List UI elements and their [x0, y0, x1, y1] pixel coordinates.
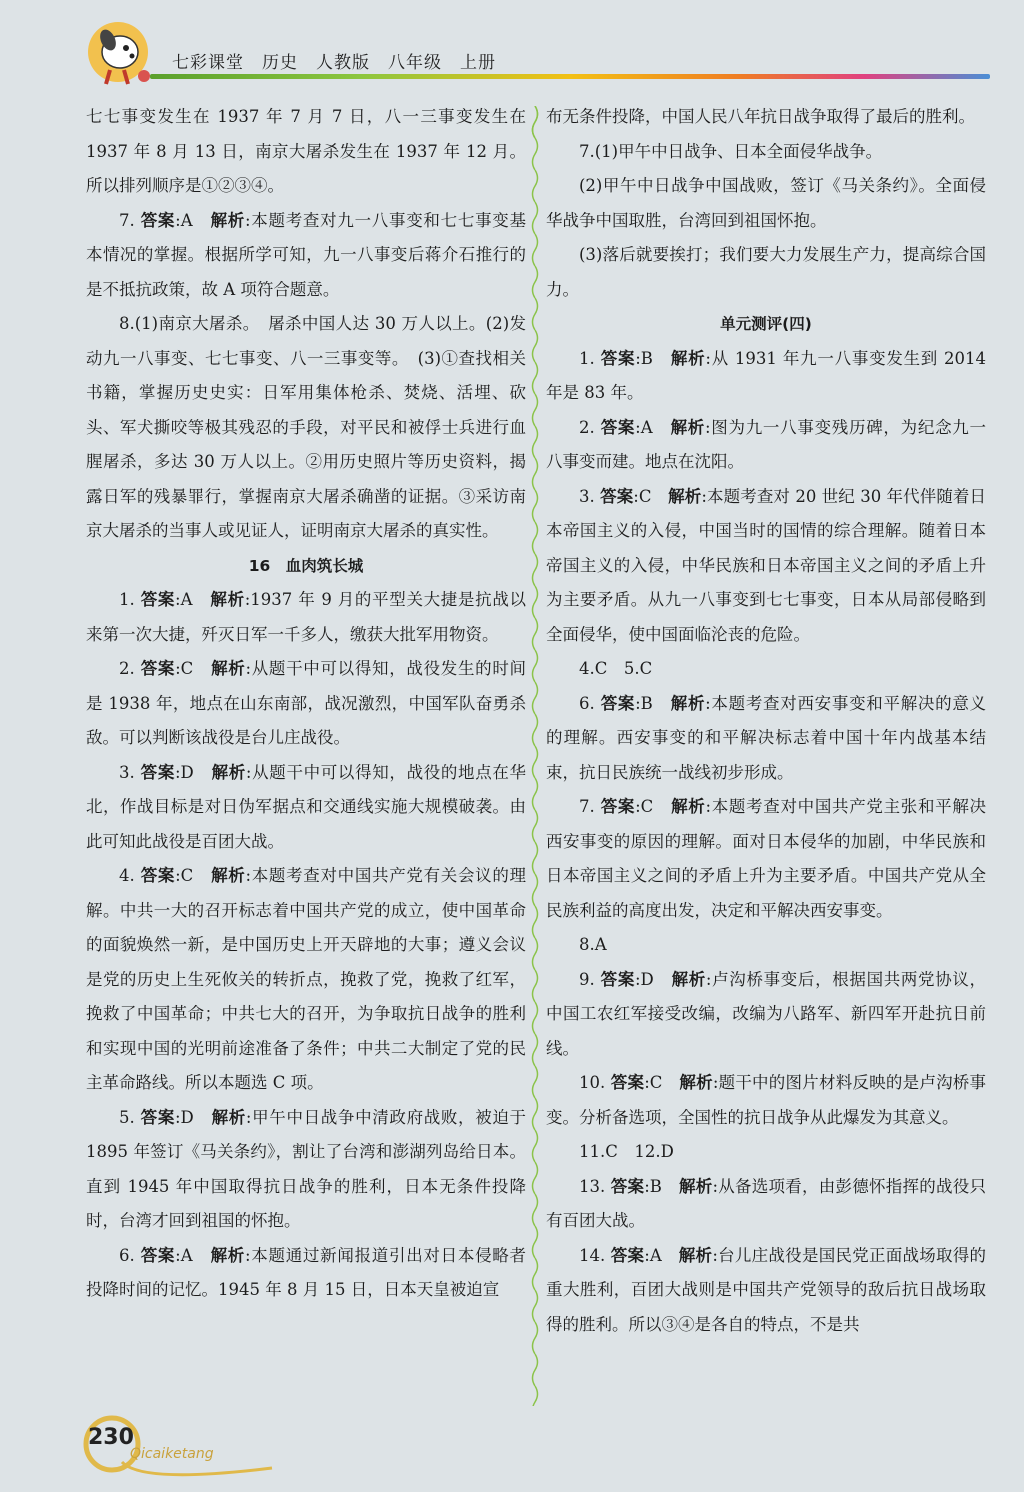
answer-item	[546, 1066, 986, 1135]
footer-brand: Qicaiketang	[130, 1446, 214, 1462]
answer-item	[546, 480, 986, 653]
analysis-keyword: 解析	[210, 210, 245, 230]
answer-keyword: 答案	[610, 1073, 645, 1092]
mascot-logo-icon	[80, 18, 158, 90]
analysis-keyword: 解析	[211, 659, 246, 678]
answer-number: 5.	[119, 1107, 135, 1127]
answer-number: 14.	[579, 1245, 606, 1265]
answer-item	[86, 1101, 526, 1239]
paragraph: (3)落后就要挨打；我们要大力发展生产力，提高综合国力。	[546, 245, 986, 299]
answer-item	[86, 583, 526, 652]
answer-number: 1.	[119, 590, 135, 609]
answer-choice: :D	[174, 762, 212, 782]
answer-number: 2.	[119, 659, 135, 678]
header-title: 七彩课堂 历史 人教版 八年级 上册	[172, 53, 496, 73]
left-column	[86, 100, 526, 1308]
answer-keyword: 答案	[140, 866, 176, 885]
paragraph: 8.(1)南京大屠杀。 屠杀中国人达 30 万人以上。(2)发动九一八事变、七七事变、八一三事变等。 (3)①查找相关书籍，掌握历史史实：日军用集体枪杀、焚烧、活埋、砍头、军犬撕咬等极其残忍的手段，对平民和被俘士兵进行血腥屠杀，多达 30 万人以上。②用历史照片等历史资料，揭露日军的残暴罪行，掌握南京大屠杀确凿的证据。③采访南京大屠杀的当事人或见证人，证明南京大屠杀的真实性。	[86, 314, 526, 540]
answer-number: 10.	[579, 1073, 606, 1092]
analysis-keyword: 解析	[670, 348, 706, 368]
column-divider	[530, 106, 540, 1406]
analysis-text: :台儿庄战役是国民党正面战场取得的重大胜利，百团大战则是中国共产党领导的敌后抗日战场取得的胜利。所以③④是各自的特点，不是共	[546, 1245, 987, 1334]
answer-keyword: 答案	[140, 762, 175, 782]
analysis-text: :从备选项看，由彭德怀指挥的战役只有百团大战。	[546, 1176, 986, 1230]
answer-item	[546, 963, 986, 1067]
answer-keyword: 答案	[600, 693, 636, 713]
answer-keyword: 答案	[610, 1245, 645, 1265]
answer-keyword: 答案	[600, 797, 636, 816]
answer-keyword: 答案	[140, 210, 176, 230]
analysis-keyword: 解析	[670, 417, 705, 437]
answer-keyword: 答案	[140, 1107, 175, 1127]
analysis-text: :从题干中可以得知，战役发生的时间是 1938 年，地点在山东南部，战况激烈，中国军队奋勇杀敌。可以判断该战役是台儿庄战役。	[86, 659, 527, 747]
analysis-text: :本题考查对西安事变和平解决的意义的理解。西安事变的和平解决标志着中国十年内战基本结束，抗日民族统一战线初步形成。	[546, 693, 987, 782]
answer-item	[86, 204, 526, 308]
analysis-text: :本题考查对中国共产党有关会议的理解。中共一大的召开标志着中国共产党的成立，使中国革命的面貌焕然一新，是中国历史上开天辟地的大事；遵义会议是党的历史上生死攸关的转折点，挽救了党，挽救了红军，挽救了中国革命；中共七大的召开，为争取抗日战争的胜利和实现中国的光明前途准备了条件；中共二大制定了党的民主革命路线。所以本题选 C 项。	[86, 866, 527, 1092]
answer-number: 4.	[119, 866, 135, 885]
analysis-keyword: 解析	[671, 969, 706, 989]
answer-item	[86, 652, 526, 756]
answer-keyword: 答案	[610, 1176, 645, 1196]
answer-item	[86, 1239, 526, 1308]
answer-choice: :A	[175, 210, 211, 230]
analysis-keyword: 解析	[679, 1073, 713, 1092]
answer-choice: :C	[175, 659, 212, 678]
analysis-text: :本题考查对中国共产党主张和平解决西安事变的原因的理解。面对日本侵华的加剧，中华民族和日本帝国主义之间的矛盾上升为主要矛盾。中国共产党从全民族利益的高度出发，决定和平解决西安事变。	[546, 797, 987, 920]
answer-choice: :B	[635, 348, 671, 368]
analysis-text: :题干中的图片材料反映的是卢沟桥事变。分析备选项，全国性的抗日战争从此爆发为其意义。	[546, 1073, 987, 1127]
answer-choice: :C	[633, 486, 669, 506]
paragraph: (2)甲午中日战争中国战败，签订《马关条约》。全面侵华战争中国取胜，台湾回到祖国怀抱。	[546, 176, 986, 230]
section-heading: 单元测评(四)	[720, 315, 812, 333]
analysis-keyword: 解析	[671, 797, 706, 816]
answer-choice: :A	[175, 1245, 211, 1265]
answer-item	[546, 342, 986, 411]
answer-number: 6.	[579, 693, 595, 713]
paragraph: 11.C 12.D	[579, 1142, 674, 1161]
answer-item	[546, 687, 986, 791]
answer-choice: :C	[175, 866, 212, 885]
answer-number: 7.	[119, 210, 135, 230]
answer-keyword: 答案	[140, 1245, 176, 1265]
answer-number: 9.	[579, 969, 595, 989]
analysis-keyword: 解析	[670, 693, 706, 713]
answer-choice: :B	[644, 1176, 679, 1196]
answer-choice: :A	[635, 417, 671, 437]
header-rainbow-line	[150, 74, 990, 79]
answer-number: 1.	[579, 348, 595, 368]
analysis-text: :图为九一八事变残历碑，为纪念九一八事变而建。地点在沈阳。	[546, 417, 987, 471]
analysis-text: :本题考查对九一八事变和七七事变基本情况的掌握。根据所学可知，九一八事变后蒋介石推行的是不抵抗政策，故 A 项符合题意。	[86, 210, 527, 299]
paragraph: 4.C 5.C	[579, 659, 653, 678]
answer-item	[86, 756, 526, 860]
analysis-keyword: 解析	[210, 590, 245, 609]
answer-keyword: 答案	[140, 590, 176, 609]
paragraph: 8.A	[579, 935, 607, 954]
answer-keyword: 答案	[140, 659, 176, 678]
paragraph: 布无条件投降，中国人民八年抗日战争取得了最后的胜利。	[546, 107, 975, 126]
analysis-keyword: 解析	[210, 1245, 245, 1265]
answer-choice: :C	[635, 797, 672, 816]
analysis-keyword: 解析	[678, 1245, 713, 1265]
analysis-text: :卢沟桥事变后，根据国共两党协议，中国工农红军接受改编，改编为八路军、新四军开赴抗日前线。	[546, 969, 987, 1058]
answer-keyword: 答案	[600, 969, 635, 989]
answer-item	[86, 859, 526, 1101]
answer-number: 13.	[579, 1176, 606, 1196]
answer-choice: :A	[644, 1245, 679, 1265]
analysis-text: :从题干中可以得知，战役的地点在华北，作战目标是对日伪军据点和交通线实施大规模破袭。由此可知此战役是百团大战。	[86, 762, 527, 851]
answer-keyword: 答案	[600, 486, 634, 506]
analysis-text: :本题考查对 20 世纪 30 年代伴随着日本帝国主义的入侵，中国当时的国情的综合理解。随着日本帝国主义的入侵，中华民族和日本帝国主义之间的矛盾上升为主要矛盾。从九一八事变到七七事变，日本从局部侵略到全面侵华，使中国面临沦丧的危险。	[546, 486, 987, 644]
page-header	[0, 0, 1024, 92]
analysis-keyword: 解析	[211, 1107, 246, 1127]
section-heading: 16 血肉筑长城	[248, 556, 364, 575]
analysis-keyword: 解析	[678, 1176, 713, 1196]
analysis-keyword: 解析	[211, 762, 246, 782]
answer-item	[546, 790, 986, 928]
page-number: 230	[88, 1425, 134, 1450]
paragraph: 7.(1)甲午中日战争、日本全面侵华战争。	[579, 141, 883, 161]
answer-number: 3.	[579, 486, 595, 506]
answer-number: 3.	[119, 762, 135, 782]
answer-choice: :D	[174, 1107, 212, 1127]
paragraph: 七七事变发生在 1937 年 7 月 7 日，八一三事变发生在 1937 年 8 月 13 日，南京大屠杀发生在 1937 年 12 月。所以排列顺序是①②③④。	[86, 107, 526, 195]
analysis-text: :甲午中日战争中清政府战败，被迫于 1895 年签订《马关条约》，割让了台湾和澎湖列岛给日本。直到 1945 年中国取得抗日战争的胜利，日本无条件投降时，台湾才回到祖国的怀抱。	[86, 1107, 527, 1230]
answer-item	[546, 411, 986, 480]
analysis-keyword: 解析	[668, 486, 702, 506]
analysis-keyword: 解析	[211, 866, 246, 885]
answer-keyword: 答案	[600, 417, 636, 437]
answer-choice: :C	[644, 1073, 680, 1092]
answer-number: 6.	[119, 1245, 135, 1265]
answer-choice: :A	[175, 590, 211, 609]
answer-item	[546, 1239, 986, 1343]
answer-number: 7.	[579, 797, 595, 816]
answer-choice: :B	[635, 693, 671, 713]
right-column	[546, 100, 986, 1342]
analysis-text: :本题通过新闻报道引出对日本侵略者投降时间的记忆。1945 年 8 月 15 日，日本天皇被迫宣	[86, 1245, 527, 1299]
answer-choice: :D	[634, 969, 672, 989]
answer-number: 2.	[579, 417, 595, 437]
analysis-text: :1937 年 9 月的平型关大捷是抗战以来第一次大捷，歼灭日军一千多人，缴获大批军用物资。	[86, 590, 527, 644]
answer-keyword: 答案	[600, 348, 636, 368]
answer-item	[546, 1170, 986, 1239]
analysis-text: :从 1931 年九一八事变发生到 2014 年是 83 年。	[546, 348, 987, 402]
